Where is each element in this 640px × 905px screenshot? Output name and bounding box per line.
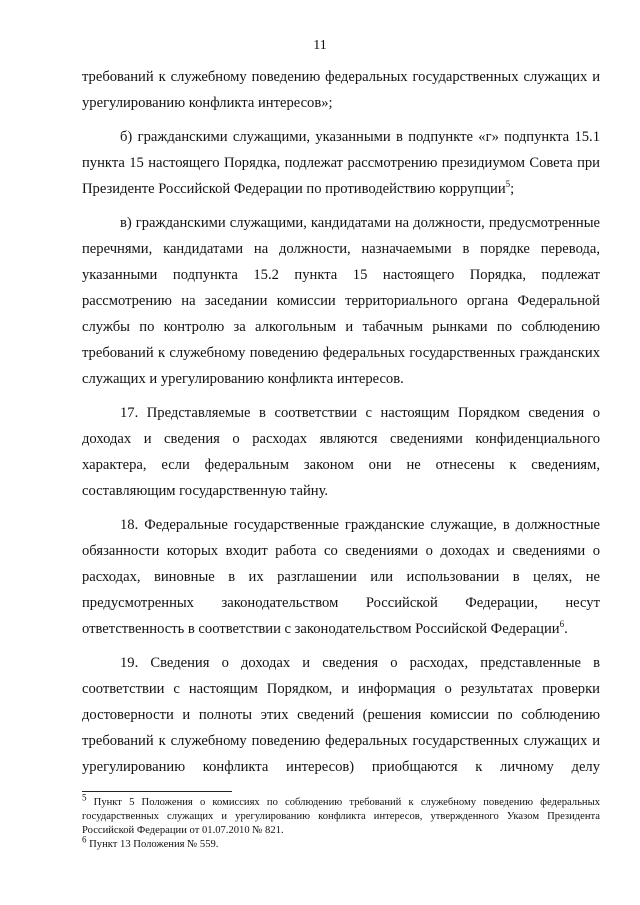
footnote-mark: 6 <box>82 834 87 845</box>
paragraph-text: б) гражданскими служащими, указанными в подпункте «г» подпункта 15.1 пункта 15 настоящего Порядка, подлежат рассмотрению президиумом Совета при Президенте Российской Федерации по противодействию коррупции <box>82 129 600 197</box>
paragraph-continuation <box>82 64 600 116</box>
paragraph-18 <box>82 512 600 642</box>
footnote-5 <box>82 792 600 838</box>
paragraph-text: 17. Представляемые в соответствии с настоящим Порядком сведения о доходах и сведения о расходах являются сведениями конфиденциального характера, если федеральным законом они не отнесены к сведениям, составляющим государственную тайну. <box>82 405 600 499</box>
footnote-separator <box>82 791 232 792</box>
body-text <box>82 64 600 780</box>
footnote-text: Пункт 5 Положения о комиссиях по соблюдению требований к служебному поведению федеральных государственных служащих и урегулированию конфликта интересов, утвержденного Указом Президента Российской Федерации от 01.07.2010 № 821. <box>82 797 600 836</box>
footnote-ref: 5 <box>505 179 511 190</box>
page-number: 11 <box>313 38 327 53</box>
paragraph-text: требований к служебному поведению федеральных государственных служащих и урегулированию конфликта интересов»; <box>82 69 600 111</box>
paragraph-text: 19. Сведения о доходах и сведения о расходах, представленные в соответствии с настоящим Порядком, и информация о результатах проверки достоверности и полноты этих сведений (решения комиссии по соблюдению требований к служебному поведению федеральных государственных служащих и урегулированию конфликта интересов) приобщаются к личному делу <box>82 655 600 775</box>
paragraph-17 <box>82 400 600 504</box>
paragraph-b <box>82 124 600 202</box>
paragraph-punct: ; <box>510 181 515 197</box>
paragraph-text: 18. Федеральные государственные гражданские служащие, в должностные обязанности которых входит работа со сведениями о доходах и сведениями о расходах, виновные в их разглашении или использовании в целях, не предусмотренных законодательством Российской Федерации, несут ответственность в соответствии с законодательством Российской Федерации <box>82 517 600 637</box>
paragraph-19 <box>82 650 600 780</box>
footnote-text: Пункт 13 Положения № 559. <box>86 839 219 850</box>
footnote-6 <box>82 834 600 852</box>
footnote-mark: 5 <box>82 792 87 803</box>
paragraph-v <box>82 210 600 392</box>
paragraph-text: в) гражданскими служащими, кандидатами на должности, предусмотренные перечнями, кандидатами на должности, назначаемыми в порядке перевода, указанными подпункта 15.2 пункта 15 настоящего Порядка, подлежат рассмотрению на заседании комиссии территориального органа Федеральной службы по контролю за алкогольным и табачным рынками по соблюдению требований к служебному поведению федеральных государственных гражданских служащих и урегулированию конфликта интересов. <box>82 215 600 387</box>
footnotes <box>82 792 600 852</box>
paragraph-punct: . <box>564 621 568 637</box>
footnote-ref: 6 <box>559 619 565 630</box>
